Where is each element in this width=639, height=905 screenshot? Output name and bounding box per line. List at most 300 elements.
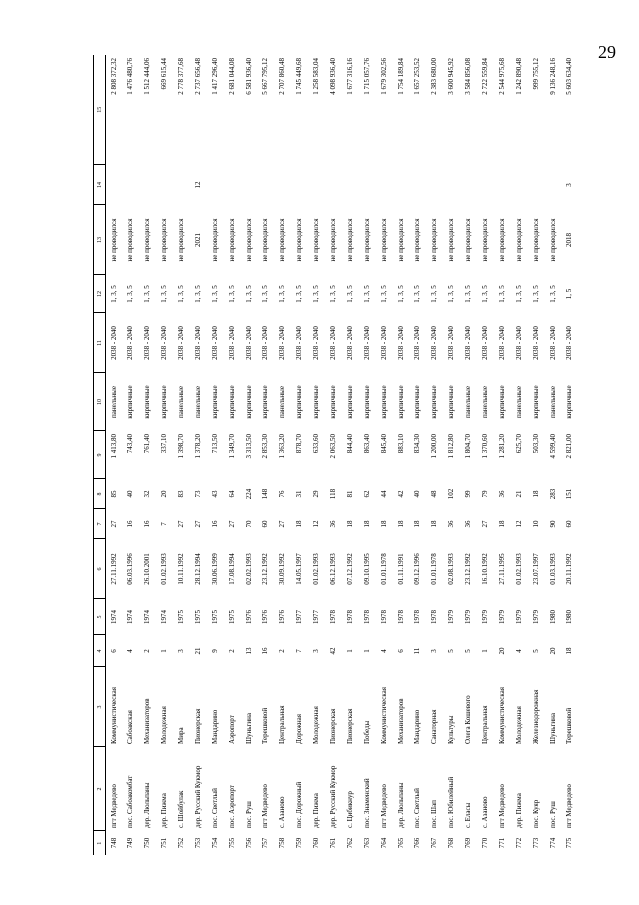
- cell-service-life: [443, 165, 460, 205]
- cell-row-number: 755: [227, 837, 236, 849]
- cell-house-number: 4: [126, 649, 135, 653]
- cell-settlement: пос. Руш: [548, 801, 557, 828]
- cell-area: 2 853,30: [261, 434, 270, 459]
- cell-work-types: 1, 3, 5: [244, 285, 253, 303]
- cell-street: Победы: [362, 720, 371, 744]
- cell-street: Культуры: [447, 715, 456, 744]
- cell-last-repair: не проводился: [497, 218, 506, 262]
- cell-wall-material: кирпичные: [295, 385, 304, 419]
- cell-flats-count: 27: [177, 520, 185, 528]
- cell-last-repair: не проводился: [531, 218, 540, 262]
- cell-build-year: 1979: [481, 610, 490, 624]
- cell-settlement: дер. Пижма: [160, 793, 169, 828]
- table-body: [106, 55, 579, 855]
- cell-area: 1 413,80: [109, 434, 118, 459]
- cell-house-number: 1: [160, 649, 169, 653]
- cell-house-number: 2: [143, 649, 152, 653]
- cell-cost: 5 667 795,12: [261, 58, 270, 95]
- cell-area: 1 812,80: [447, 434, 456, 459]
- cell-build-year: 1979: [497, 610, 506, 624]
- cell-build-year: 1979: [447, 610, 456, 624]
- cell-repair-period: 2038 - 2040: [329, 326, 338, 360]
- cell-street: Дорожная: [295, 713, 304, 744]
- cell-wall-material: кирпичные: [143, 385, 152, 419]
- cell-cost: 1 258 583,04: [312, 58, 321, 95]
- cell-work-types: 1, 3, 5: [413, 285, 422, 303]
- cell-street: Механизаторов: [396, 698, 405, 744]
- cell-cost: 2 681 044,08: [227, 58, 236, 95]
- cell-build-year: 1976: [244, 610, 253, 624]
- cell-flats-count: 36: [447, 520, 456, 528]
- cell-wall-material: кирпичные: [379, 385, 388, 419]
- cell-service-life: [325, 165, 342, 205]
- cell-work-types: 1, 3, 5: [261, 285, 270, 303]
- cell-residents-count: 31: [295, 490, 304, 498]
- cell-service-life: 12: [193, 181, 202, 189]
- cell-cost: 3 600 945,92: [447, 58, 456, 95]
- cell-date: 01.02.1993: [160, 553, 169, 585]
- cell-row-number: 763: [362, 837, 371, 849]
- cell-service-life: [460, 165, 477, 205]
- cell-repair-period: 2038 - 2040: [244, 326, 253, 360]
- cell-work-types: 1, 5: [565, 288, 574, 300]
- cell-row-number: 772: [514, 837, 523, 849]
- cell-build-year: 1978: [329, 610, 338, 624]
- cell-flats-count: 18: [379, 520, 388, 528]
- cell-work-types: 1, 3, 5: [481, 285, 490, 303]
- column-header: 2: [94, 747, 106, 831]
- table-row: [173, 55, 190, 855]
- cell-service-life: [342, 165, 359, 205]
- cell-cost: 2 722 559,84: [481, 58, 490, 95]
- cell-settlement: пос. Шап: [430, 800, 439, 828]
- cell-service-life: [291, 165, 308, 205]
- cell-row-number: 770: [481, 837, 490, 849]
- cell-date: 09.12.1996: [413, 553, 422, 585]
- cell-work-types: 1, 3, 5: [362, 285, 371, 303]
- cell-settlement: пос. Дорожный: [295, 781, 304, 828]
- cell-build-year: 1979: [531, 610, 540, 624]
- cell-street: Аэропорт: [227, 715, 236, 744]
- cell-cost: 1 679 302,56: [379, 58, 388, 95]
- cell-house-number: 3: [430, 649, 439, 653]
- cell-last-repair: не проводился: [143, 218, 152, 262]
- cell-build-year: 1979: [514, 610, 523, 624]
- cell-area: 834,30: [413, 434, 422, 454]
- cell-row-number: 767: [430, 837, 439, 849]
- cell-residents-count: 18: [531, 490, 540, 498]
- cell-work-types: 1, 3, 5: [109, 285, 118, 303]
- cell-flats-count: 36: [464, 520, 473, 528]
- cell-build-year: 1975: [177, 610, 185, 624]
- cell-area: 1 200,00: [430, 434, 439, 459]
- cell-service-life: 3: [565, 183, 574, 187]
- cell-row-number: 759: [295, 837, 304, 849]
- cell-residents-count: 29: [312, 490, 321, 498]
- table-row: [207, 55, 224, 855]
- cell-residents-count: 40: [413, 490, 422, 498]
- cell-street: Молодежная: [312, 706, 321, 744]
- cell-house-number: 2: [227, 649, 236, 653]
- cell-work-types: 1, 3, 5: [329, 285, 338, 303]
- cell-cost: 1 417 296,40: [210, 58, 219, 95]
- cell-residents-count: 151: [565, 488, 574, 500]
- table-row: [410, 55, 427, 855]
- cell-street: Мандарино: [413, 709, 422, 744]
- page-number: 29: [598, 42, 616, 62]
- cell-settlement: пос. Сабоакомбат: [126, 775, 135, 828]
- table-row: [156, 55, 173, 855]
- cell-build-year: 1975: [227, 610, 236, 624]
- cell-house-number: 6: [396, 649, 405, 653]
- cell-last-repair: не проводился: [464, 218, 473, 262]
- cell-residents-count: 118: [329, 488, 338, 500]
- cell-flats-count: 18: [396, 520, 405, 528]
- cell-flats-count: 36: [329, 520, 338, 528]
- cell-service-life: [308, 165, 325, 205]
- cell-last-repair: не проводился: [210, 218, 219, 262]
- cell-build-year: 1975: [210, 610, 219, 624]
- cell-service-life: [494, 165, 511, 205]
- cell-repair-period: 2038 - 2040: [565, 326, 574, 360]
- cell-row-number: 754: [210, 837, 219, 849]
- cell-service-life: [410, 165, 427, 205]
- cell-date: 01.11.1991: [396, 553, 405, 585]
- cell-area: 1 370,60: [481, 434, 490, 459]
- cell-wall-material: кирпичные: [413, 385, 422, 419]
- cell-house-number: 1: [345, 649, 354, 653]
- cell-build-year: 1978: [413, 610, 422, 624]
- cell-build-year: 1974: [160, 610, 169, 624]
- cell-date: 02.08.1993: [447, 553, 456, 585]
- cell-settlement: пгт Медведево: [497, 784, 506, 828]
- cell-last-repair: не проводился: [345, 218, 354, 262]
- cell-work-types: 1, 3, 5: [464, 285, 473, 303]
- cell-settlement: пос. Руш: [244, 801, 253, 828]
- column-header: 3: [94, 667, 106, 747]
- cell-flats-count: 18: [295, 520, 304, 528]
- cell-street: Сабоакская: [126, 710, 135, 744]
- cell-last-repair: не проводился: [126, 218, 135, 262]
- column-header: 5: [94, 599, 106, 635]
- cell-work-types: 1, 3, 5: [295, 285, 304, 303]
- cell-row-number: 764: [379, 837, 388, 849]
- cell-cost: 1 677 316,16: [345, 58, 354, 95]
- cell-wall-material: панельные: [464, 386, 473, 418]
- cell-wall-material: кирпичные: [430, 385, 439, 419]
- cell-date: 26.10.2001: [143, 553, 152, 585]
- cell-house-number: 20: [497, 647, 506, 655]
- cell-date: 09.10.1995: [362, 553, 371, 585]
- cell-service-life: [477, 165, 494, 205]
- cell-area: 1 281,20: [497, 434, 506, 459]
- cell-area: 878,70: [295, 434, 304, 454]
- table-row: [494, 55, 511, 855]
- cell-service-life: [106, 165, 123, 205]
- cell-residents-count: 79: [481, 490, 490, 498]
- cell-flats-count: 10: [531, 520, 540, 528]
- column-header: 4: [94, 635, 106, 667]
- cell-flats-count: 27: [193, 520, 202, 528]
- cell-last-repair: не проводился: [481, 218, 490, 262]
- cell-wall-material: кирпичные: [227, 385, 236, 419]
- cell-residents-count: 102: [447, 488, 456, 500]
- cell-flats-count: 90: [548, 520, 557, 528]
- cell-work-types: 1, 3, 5: [497, 285, 506, 303]
- cell-build-year: 1978: [379, 610, 388, 624]
- cell-area: 633,60: [312, 434, 321, 454]
- cell-work-types: 1, 3, 5: [143, 285, 152, 303]
- cell-residents-count: 283: [548, 488, 557, 500]
- cell-row-number: 771: [497, 837, 506, 849]
- cell-wall-material: панельные: [481, 386, 490, 418]
- cell-area: 1 363,20: [278, 434, 287, 459]
- cell-settlement: пос. Юбилейный: [447, 776, 456, 828]
- cell-cost: 1 754 189,84: [396, 58, 405, 95]
- table-row: [393, 55, 410, 855]
- table-row: [258, 55, 275, 855]
- cell-residents-count: 148: [261, 488, 270, 500]
- cell-date: 30.06.1999: [210, 553, 219, 585]
- cell-cost: 2 383 680,00: [430, 58, 439, 95]
- cell-house-number: 6: [109, 649, 118, 653]
- cell-date: 23.12.1992: [464, 553, 473, 585]
- cell-street: Центральная: [278, 705, 287, 744]
- cell-date: 23.07.1997: [531, 553, 540, 585]
- cell-residents-count: 62: [362, 490, 371, 498]
- cell-street: Шуньгина: [548, 713, 557, 744]
- cell-last-repair: не проводился: [160, 218, 169, 262]
- cell-build-year: 1978: [362, 610, 371, 624]
- cell-residents-count: 48: [430, 490, 439, 498]
- cell-settlement: с. Шойбулак: [177, 790, 185, 828]
- cell-cost: 3 584 856,08: [464, 58, 473, 95]
- table-row: [325, 55, 342, 855]
- cell-work-types: 1, 3, 5: [312, 285, 321, 303]
- cell-cost: 9 136 248,16: [548, 58, 557, 95]
- cell-last-repair: не проводился: [261, 218, 270, 262]
- cell-area: 3 313,50: [244, 434, 253, 459]
- cell-wall-material: кирпичные: [531, 385, 540, 419]
- cell-flats-count: 27: [481, 520, 490, 528]
- cell-wall-material: кирпичные: [447, 385, 456, 419]
- cell-cost: 6 581 936,40: [244, 58, 253, 95]
- cell-service-life: [258, 165, 275, 205]
- cell-house-number: 5: [447, 649, 456, 653]
- cell-settlement: дер. Люльпаны: [143, 782, 152, 828]
- cell-house-number: 3: [312, 649, 321, 653]
- table-row: [511, 55, 528, 855]
- cell-repair-period: 2038 - 2040: [126, 326, 135, 360]
- cell-date: 27.11.1992: [109, 553, 118, 585]
- table-row: [308, 55, 325, 855]
- column-header: 13: [94, 205, 106, 275]
- cell-date: 27.11.1995: [497, 553, 506, 585]
- cell-wall-material: панельные: [109, 386, 118, 418]
- cell-date: 02.02.1993: [244, 553, 253, 585]
- cell-last-repair: не проводился: [312, 218, 321, 262]
- cell-work-types: 1, 3, 5: [210, 285, 219, 303]
- table-row: [274, 55, 291, 855]
- cell-last-repair: не проводился: [295, 218, 304, 262]
- cell-settlement: с. Азаново: [278, 796, 287, 828]
- table-row: [106, 55, 123, 855]
- cell-build-year: 1977: [295, 610, 304, 624]
- cell-cost: 1 715 057,76: [362, 58, 371, 95]
- cell-area: 1 349,70: [227, 434, 236, 459]
- cell-row-number: 751: [160, 837, 169, 849]
- cell-settlement: с. Цибикнур: [345, 791, 354, 828]
- cell-cost: 2 778 377,68: [177, 58, 185, 95]
- cell-house-number: 4: [514, 649, 523, 653]
- cell-settlement: дер. Пижма: [514, 793, 523, 828]
- rotated-table-container: [93, 55, 574, 855]
- cell-row-number: 760: [312, 837, 321, 849]
- cell-flats-count: 12: [514, 520, 523, 528]
- cell-repair-period: 2038 - 2040: [210, 326, 219, 360]
- cell-build-year: 1976: [278, 610, 287, 624]
- cell-work-types: 1, 3, 5: [345, 285, 354, 303]
- cell-build-year: 1979: [464, 610, 473, 624]
- cell-wall-material: кирпичные: [210, 385, 219, 419]
- cell-last-repair: не проводился: [447, 218, 456, 262]
- cell-repair-period: 2038 - 2040: [278, 326, 287, 360]
- housing-register-table: [93, 55, 578, 855]
- cell-house-number: 21: [193, 647, 202, 655]
- cell-row-number: 761: [329, 837, 338, 849]
- cell-wall-material: панельные: [193, 386, 202, 418]
- cell-residents-count: 21: [514, 490, 523, 498]
- cell-date: 01.03.1993: [548, 553, 557, 585]
- cell-last-repair: не проводился: [362, 218, 371, 262]
- cell-date: 10.11.1992: [177, 553, 185, 585]
- cell-house-number: 4: [379, 649, 388, 653]
- cell-build-year: 1980: [565, 610, 574, 624]
- cell-settlement: с. Азаново: [481, 796, 490, 828]
- cell-service-life: [156, 165, 173, 205]
- cell-service-life: [274, 165, 291, 205]
- cell-last-repair: не проводился: [430, 218, 439, 262]
- cell-repair-period: 2038 - 2040: [531, 326, 540, 360]
- cell-date: 06.12.1993: [329, 553, 338, 585]
- cell-row-number: 769: [464, 837, 473, 849]
- cell-row-number: 758: [278, 837, 287, 849]
- cell-residents-count: 64: [227, 490, 236, 498]
- cell-street: Коммунистическая: [379, 687, 388, 744]
- column-header: 1: [94, 831, 106, 855]
- table-row: [122, 55, 139, 855]
- cell-last-repair: не проводился: [413, 218, 422, 262]
- cell-wall-material: кирпичные: [362, 385, 371, 419]
- cell-area: 713,50: [210, 434, 219, 454]
- cell-street: Мира: [177, 727, 185, 744]
- cell-flats-count: 7: [160, 522, 169, 526]
- cell-street: Механизаторов: [143, 698, 152, 744]
- cell-repair-period: 2038 - 2040: [177, 326, 185, 360]
- cell-repair-period: 2038 - 2040: [362, 326, 371, 360]
- cell-area: 337,10: [160, 434, 169, 454]
- cell-flats-count: 60: [565, 520, 574, 528]
- cell-wall-material: кирпичные: [126, 385, 135, 419]
- cell-wall-material: кирпичные: [261, 385, 270, 419]
- column-header: 8: [94, 479, 106, 509]
- cell-wall-material: панельные: [548, 386, 557, 418]
- cell-last-repair: 2021: [193, 233, 202, 247]
- cell-wall-material: кирпичные: [244, 385, 253, 419]
- cell-street: Коммунистическая: [109, 687, 118, 744]
- cell-settlement: дер. Люльпаны: [396, 782, 405, 828]
- column-header: 7: [94, 509, 106, 539]
- cell-build-year: 1974: [126, 610, 135, 624]
- cell-date: 01.01.1978: [430, 553, 439, 585]
- cell-date: 20.11.1992: [565, 553, 574, 585]
- cell-repair-period: 2038 - 2040: [447, 326, 456, 360]
- cell-date: 07.12.1992: [345, 553, 354, 585]
- cell-flats-count: 12: [312, 520, 321, 528]
- table-row: [545, 55, 562, 855]
- cell-wall-material: кирпичные: [565, 385, 574, 419]
- cell-area: 883,10: [396, 434, 405, 454]
- cell-work-types: 1, 3, 5: [160, 285, 169, 303]
- cell-service-life: [207, 165, 224, 205]
- cell-repair-period: 2038 - 2040: [109, 326, 118, 360]
- cell-work-types: 1, 3, 5: [430, 285, 439, 303]
- cell-residents-count: 44: [379, 490, 388, 498]
- cell-repair-period: 2038 - 2040: [227, 326, 236, 360]
- cell-settlement: пос. Знаменский: [362, 778, 371, 828]
- cell-row-number: 756: [244, 837, 253, 849]
- cell-work-types: 1, 3, 5: [531, 285, 540, 303]
- cell-work-types: 1, 3, 5: [227, 285, 236, 303]
- cell-wall-material: панельные: [177, 386, 185, 418]
- cell-service-life: [241, 165, 258, 205]
- cell-repair-period: 2038 - 2040: [295, 326, 304, 360]
- cell-cost: 2 737 656,48: [193, 58, 202, 95]
- cell-settlement: пос. Аэропорт: [227, 785, 236, 828]
- cell-residents-count: 73: [193, 490, 202, 498]
- cell-date: 01.02.1993: [514, 553, 523, 585]
- cell-last-repair: не проводился: [227, 218, 236, 262]
- cell-residents-count: 224: [244, 488, 253, 500]
- cell-street: Терешковой: [565, 707, 574, 744]
- cell-settlement: пгт Медведево: [565, 784, 574, 828]
- cell-row-number: 762: [345, 837, 354, 849]
- cell-service-life: [393, 165, 410, 205]
- cell-settlement: пгт Медведево: [261, 784, 270, 828]
- cell-build-year: 1978: [430, 610, 439, 624]
- column-header: 15: [94, 55, 106, 165]
- cell-area: 2 821,00: [565, 434, 574, 459]
- cell-house-number: 5: [464, 649, 473, 653]
- table-row: [139, 55, 156, 855]
- cell-wall-material: кирпичные: [497, 385, 506, 419]
- cell-row-number: 775: [565, 837, 574, 849]
- cell-last-repair: не проводился: [514, 218, 523, 262]
- cell-build-year: 1977: [312, 610, 321, 624]
- column-header: 9: [94, 431, 106, 479]
- cell-service-life: [359, 165, 376, 205]
- cell-repair-period: 2038 - 2040: [261, 326, 270, 360]
- cell-work-types: 1, 3, 5: [548, 285, 557, 303]
- cell-wall-material: панельные: [278, 386, 287, 418]
- cell-service-life: [122, 165, 139, 205]
- cell-row-number: 748: [109, 837, 118, 849]
- cell-service-life: [173, 165, 190, 205]
- cell-repair-period: 2038 - 2040: [396, 326, 405, 360]
- table-row: [359, 55, 376, 855]
- column-header: 14: [94, 165, 106, 205]
- cell-house-number: 3: [177, 649, 185, 653]
